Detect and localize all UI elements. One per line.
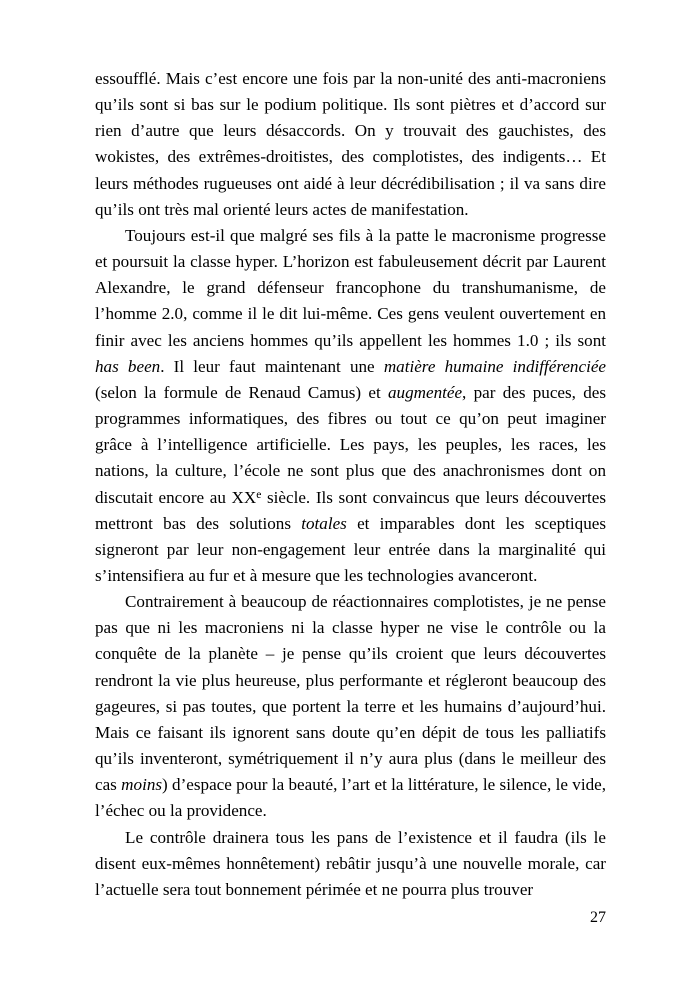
paragraph: [95, 223, 606, 589]
text-run: ) d’espace pour la beauté, l’art et la littérature, le silence, le vide, l’échec ou la providence.: [95, 775, 606, 821]
text-run: Toujours est-il que malgré ses fils à la patte le macronisme progresse et poursuit la classe hyper. L’horizon est fabuleusement décrit par Laurent Alexandre, le grand défenseur francophone du transhumanisme, de l’homme 2.0, comme il le dit lui-même. Ces gens veulent ouvertement en finir avec les anciens hommes qu’ils appellent les hommes 1.0 ; ils sont: [95, 225, 606, 350]
page-number: 27: [590, 909, 606, 926]
ordinal-superscript: e: [256, 487, 262, 501]
paragraph: [95, 589, 606, 824]
text-run: (selon la formule de Renaud Camus) et: [95, 382, 388, 402]
emphasis-text: totales: [301, 513, 347, 533]
body-text-block: [95, 66, 606, 903]
text-run: siècle. Ils sont convaincus que leurs découvertes mettront bas des solutions: [95, 487, 607, 533]
emphasis-text: moins: [121, 775, 163, 795]
text-run: . Il leur faut maintenant une: [160, 356, 384, 376]
text-run: et imparables dont les sceptiques signeront par leur non-engagement leur entrée dans la marginalité qui s’intensifiera au fur et à mesure que les technologies avanceront.: [95, 513, 606, 585]
emphasis-text: matière humaine indifférenciée: [383, 356, 606, 376]
text-run: , par des puces, des programmes informatiques, des fibres ou tout ce qu’on peut imaginer grâce à l’intelligence artificielle. Les pays, les peuples, les races, les nations, la culture, l’école ne sont plus que des anachronismes dont on discutait encore au XX: [95, 382, 607, 507]
paragraph: [95, 825, 606, 903]
text-run: Le contrôle drainera tous les pans de l’existence et il faudra (ils le disent eux-mêmes honnêtement) rebâtir jusqu’à une nouvelle morale, car l’actuelle sera tout bonnement périmée et ne pourra plus trouver: [95, 827, 606, 899]
emphasis-text: augmentée: [388, 382, 463, 402]
text-run: Contrairement à beaucoup de réactionnaires complotistes, je ne pense pas que ni les macroniens ni la classe hyper ne vise le contrôle ou la conquête de la planète – je pense qu’ils croient que leurs découvertes rendront la vie plus heureuse, plus performante et régleront beaucoup des gageures, si pas toutes, que portent la terre et les humains d’aujourd’hui. Mais ce faisant ils ignorent sans doute qu’en dépit de tous les palliatifs qu’ils inventeront, symétriquement il n’y aura plus (dans le meilleur des cas: [95, 592, 606, 795]
text-run: essoufflé. Mais c’est encore une fois par la non-unité des anti-macroniens qu’ils sont si bas sur le podium politique. Ils sont piètres et d’accord sur rien d’autre que leurs désaccords. On y trouvait des gauchistes, des wokistes, des extrêmes-droitistes, des complotistes, des indigents… Et leurs méthodes rugueuses ont aidé à leur décrédibilisation ; il va sans dire qu’ils ont très mal orienté leurs actes de manifestation.: [95, 69, 606, 219]
emphasis-text: has been: [95, 356, 161, 376]
paragraph: [95, 66, 606, 223]
